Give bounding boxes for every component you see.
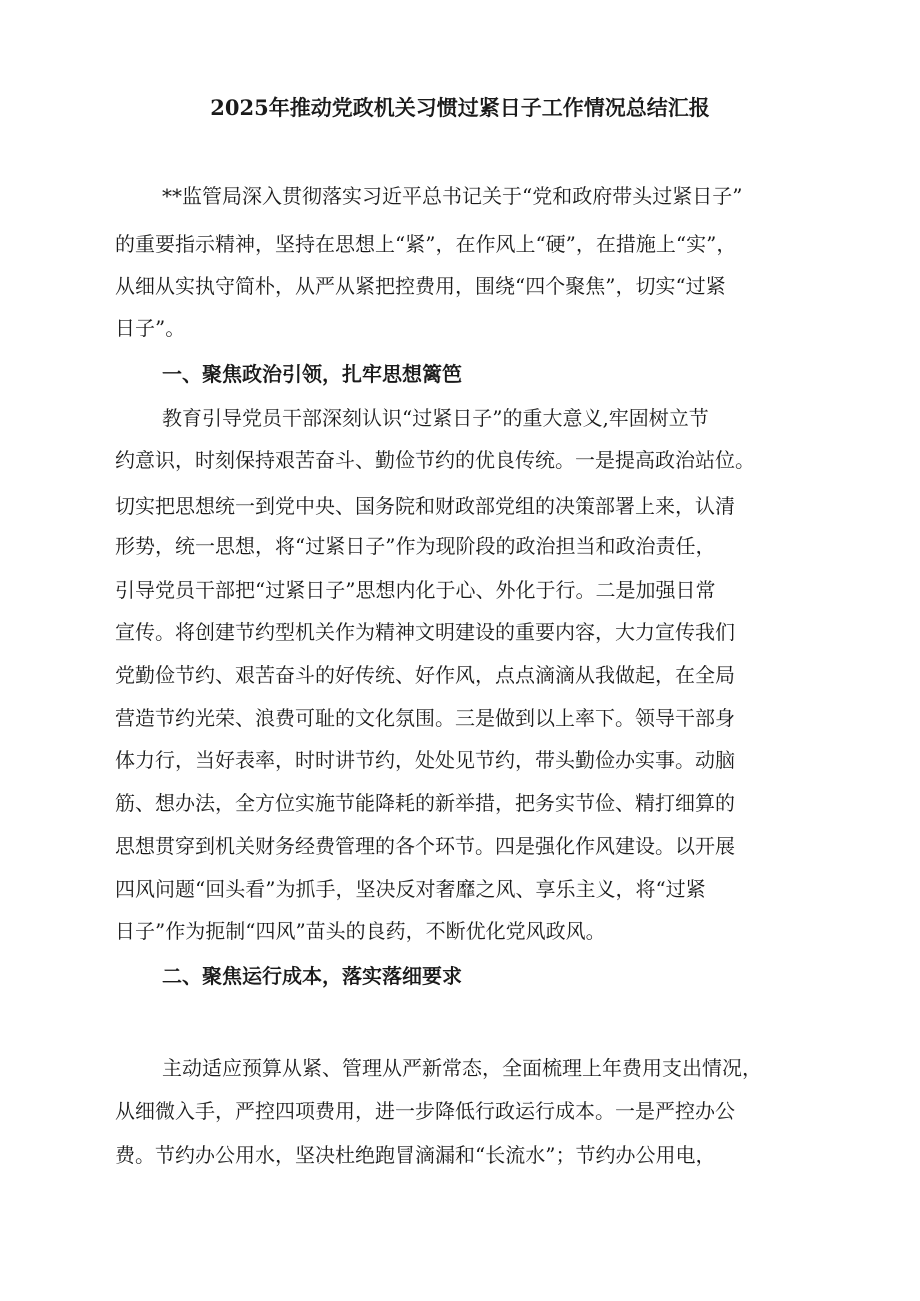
- section2-line-2: 从细微入手，严控四项费用，进一步降低行政运行成本。一是严控办公: [115, 1099, 735, 1123]
- section1-heading: 一、聚焦政治引领，扎牢思想篱笆: [162, 362, 462, 386]
- section1-line-10: 筋、想办法，全方位实施节能降耗的新举措，把务实节俭、精打细算的: [115, 791, 735, 815]
- section1-line-4: 形势，统一思想，将“过紧日子”作为现阶段的政治担当和政治责任，: [115, 534, 716, 558]
- intro-line-3: 从细从实执守简朴，从严从紧把控费用，围绕“四个聚焦”，切实“过紧: [115, 274, 726, 298]
- section1-line-2: 约意识，时刻保持艰苦奋斗、勤俭节约的优良传统。一是提高政治站位。: [115, 448, 755, 472]
- section1-line-8: 营造节约光荣、浪费可耻的文化氛围。三是做到以上率下。领导干部身: [115, 706, 735, 730]
- section1-line-7: 党勤俭节约、艰苦奋斗的好传统、好作风，点点滴滴从我做起，在全局: [115, 663, 735, 687]
- intro-line-1: **监管局深入贯彻落实习近平总书记关于“党和政府带头过紧日子”: [162, 184, 743, 208]
- section1-line-5: 引导党员干部把“过紧日子”思想内化于心、外化于行。二是加强日常: [115, 578, 716, 602]
- section1-line-13: 日子”作为扼制“四风”苗头的良药，不断优化党风政风。: [115, 919, 606, 943]
- section1-line-11: 思想贯穿到机关财务经费管理的各个环节。四是强化作风建设。以开展: [115, 834, 735, 858]
- section1-line-6: 宣传。将创建节约型机关作为精神文明建设的重要内容，大力宣传我们: [115, 620, 735, 644]
- section2-line-3: 费。节约办公用水，坚决杜绝跑冒滴漏和“长流水”；节约办公用电，: [115, 1143, 716, 1167]
- section2-heading: 二、聚焦运行成本，落实落细要求: [162, 964, 462, 988]
- section1-line-3: 切实把思想统一到党中央、国务院和财政部党组的决策部署上来，认清: [115, 494, 735, 518]
- section1-line-12: 四风问题“回头看”为抓手，坚决反对奢靡之风、享乐主义，将“过紧: [115, 877, 706, 901]
- section1-line-9: 体力行，当好表率，时时讲节约，处处见节约，带头勤俭办实事。动脑: [115, 748, 735, 772]
- section1-line-1: 教育引导党员干部深刻认识“过紧日子”的重大意义,牢固树立节: [162, 406, 709, 430]
- section2-line-1: 主动适应预算从紧、管理从严新常态，全面梳理上年费用支出情况，: [162, 1056, 762, 1080]
- intro-line-2: 的重要指示精神，坚持在思想上“紧”，在作风上“硬”，在措施上“实”，: [115, 232, 737, 256]
- intro-line-4: 日子”。: [115, 316, 186, 340]
- document-title: 2025年推动党政机关习惯过紧日子工作情况总结汇报: [210, 95, 710, 120]
